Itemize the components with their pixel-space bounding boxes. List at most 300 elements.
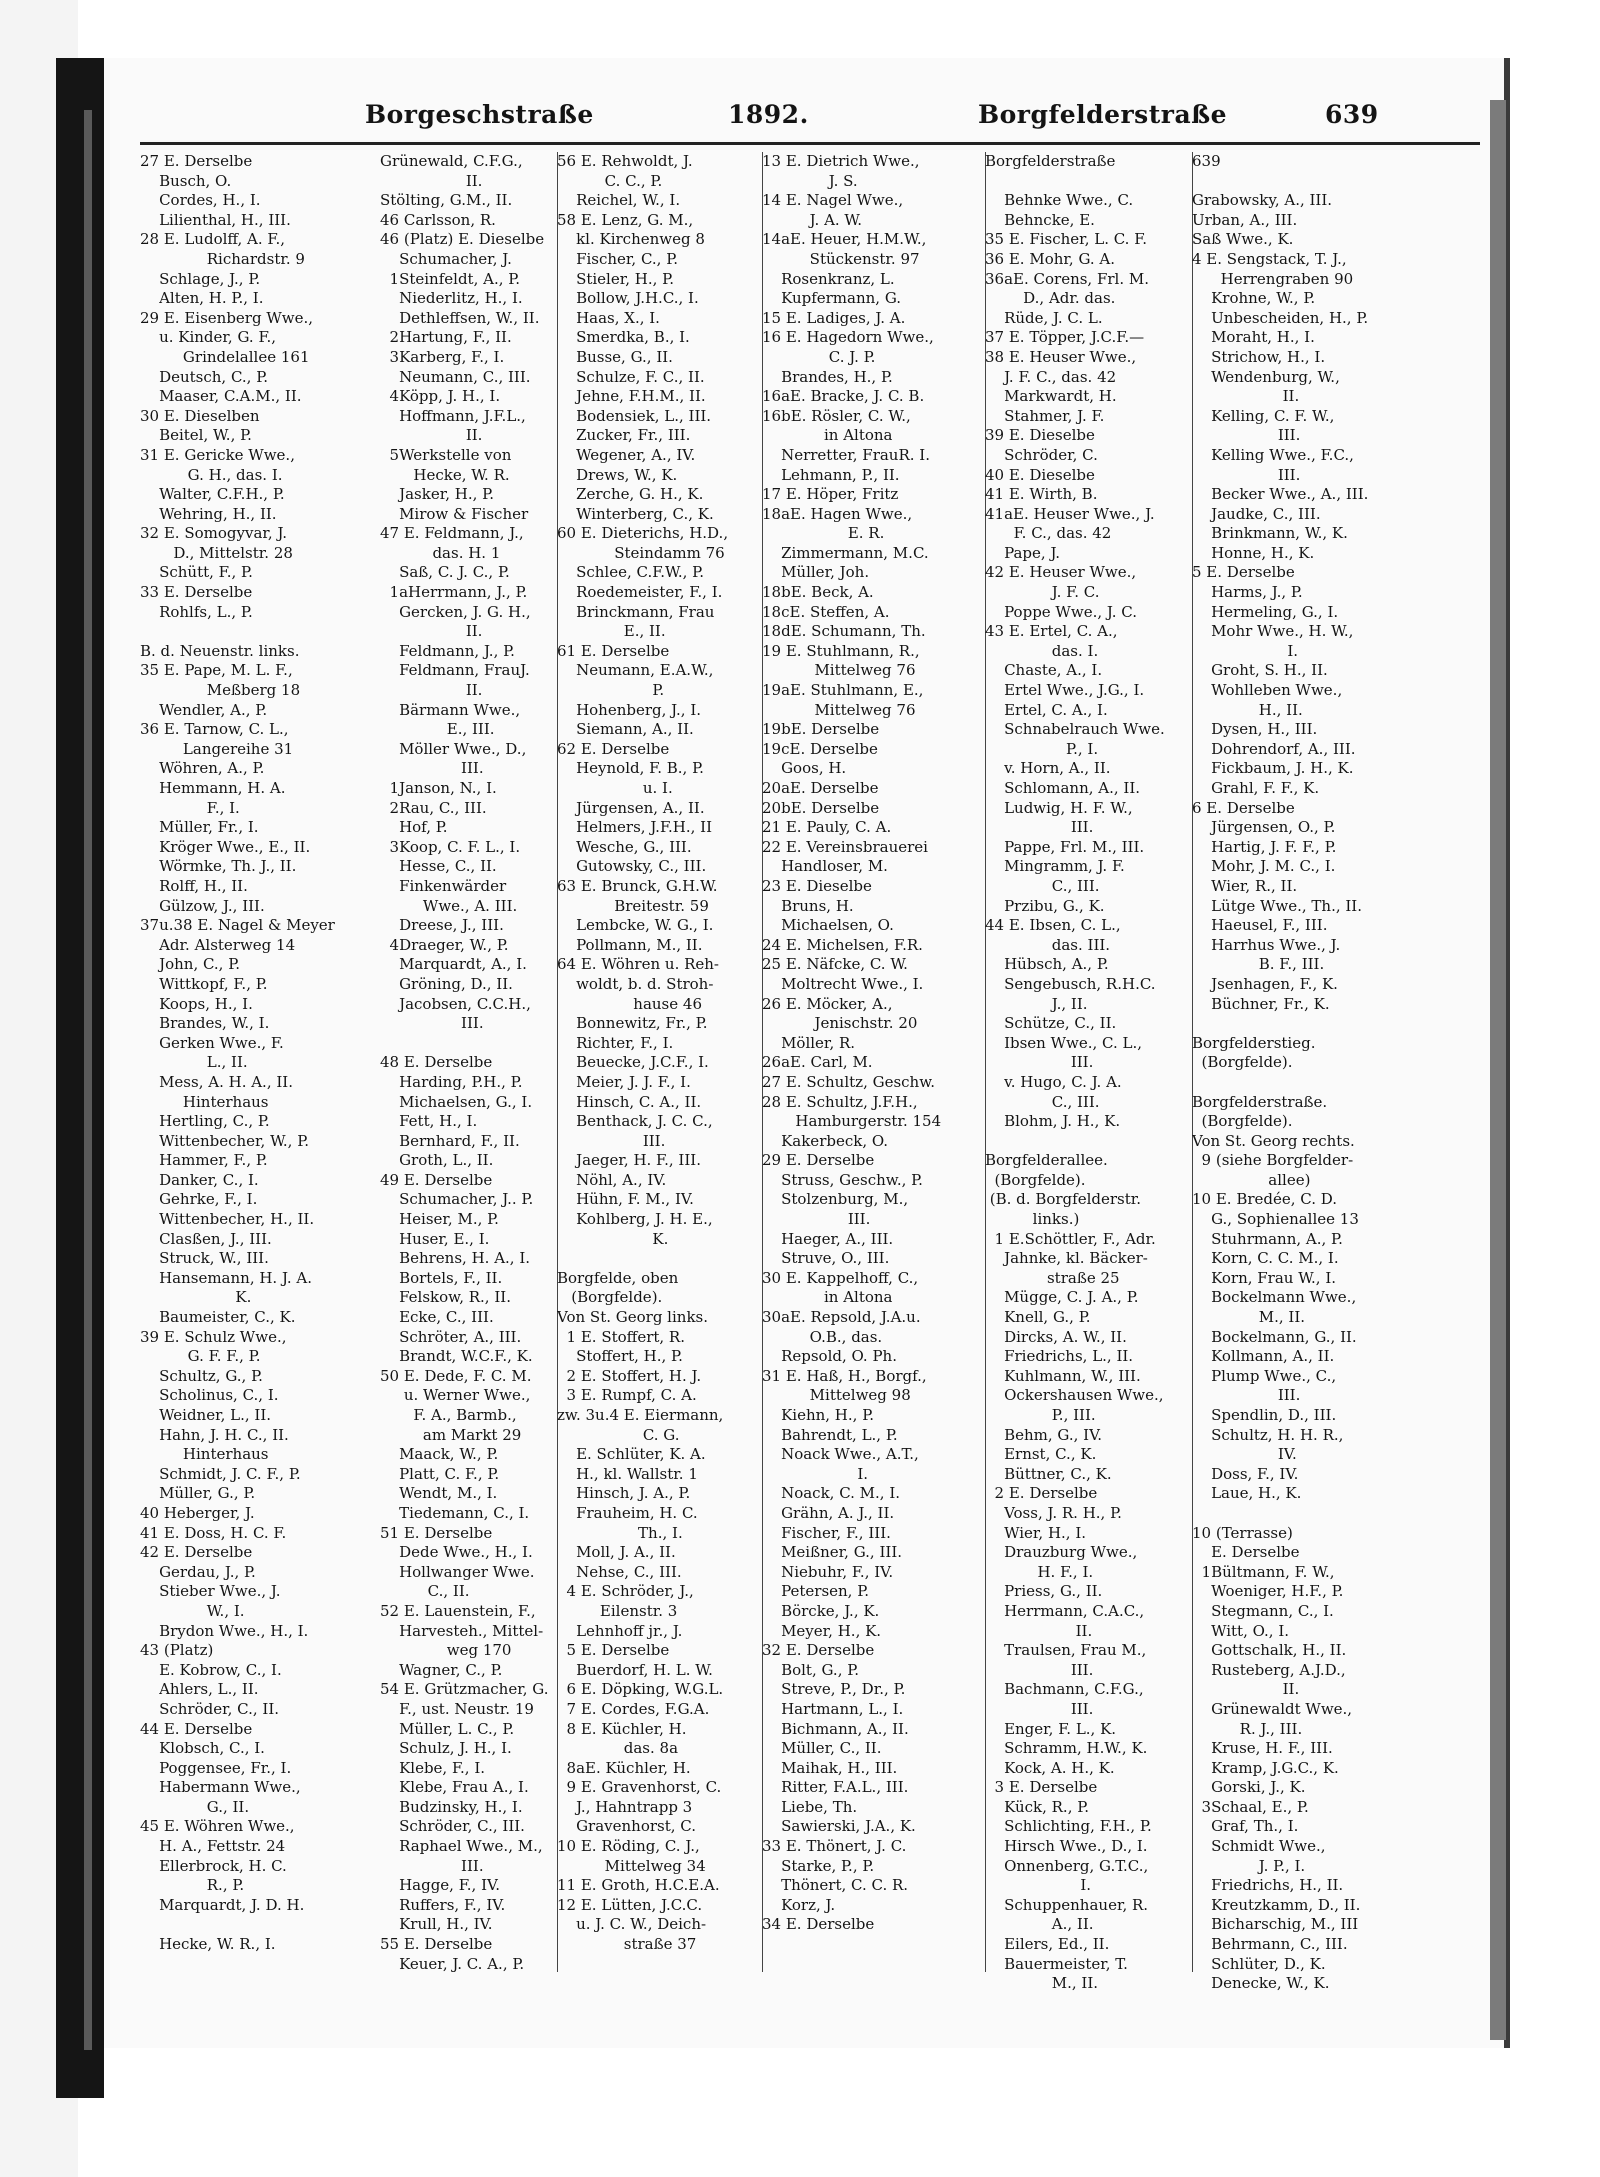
directory-line: Handloser, M.: [762, 857, 888, 876]
directory-line: Stieler, H., P.: [557, 269, 674, 288]
directory-line: Starke, P., P.: [762, 1856, 875, 1875]
directory-line: allee): [1192, 1170, 1311, 1189]
directory-line: Borgfelderstraße.: [1192, 1092, 1328, 1111]
directory-line: Moraht, H., I.: [1192, 328, 1315, 347]
directory-line: III.: [1192, 465, 1301, 484]
directory-line: 1Steinfeldt, A., P.: [380, 269, 521, 288]
directory-line: Mittelweg 34: [557, 1856, 706, 1875]
directory-line: Gehrke, F., I.: [140, 1190, 258, 1209]
directory-line: Eilenstr. 3: [557, 1601, 678, 1620]
directory-line: 62 E. Derselbe: [557, 739, 670, 758]
directory-line: Denecke, W., K.: [1192, 1974, 1330, 1993]
directory-line: Krull, H., IV.: [380, 1915, 493, 1934]
directory-line: das. 8a: [557, 1739, 679, 1758]
directory-line: Winterberg, C., K.: [557, 504, 714, 523]
directory-line: F. C., das. 42: [985, 524, 1112, 543]
directory-line: Dohrendorf, A., III.: [1192, 739, 1356, 758]
directory-line: 39 E. Dieselbe: [985, 426, 1095, 445]
directory-line: Groht, S. H., II.: [1192, 661, 1328, 680]
directory-line: Bicharschig, M., III: [1192, 1915, 1359, 1934]
directory-line: Hühn, F. M., IV.: [557, 1190, 694, 1209]
directory-line: Woeniger, H.F., P.: [1192, 1582, 1344, 1601]
directory-line: Struss, Geschw., P.: [762, 1170, 923, 1189]
directory-line: Wohlleben Wwe.,: [1192, 681, 1343, 700]
directory-line: III.: [1192, 1386, 1301, 1405]
directory-line: 2Hartung, F., II.: [380, 328, 512, 347]
directory-line: Richardstr. 9: [140, 249, 305, 268]
directory-line: 36 E. Tarnow, C. L.,: [140, 720, 289, 739]
directory-line: 58 E. Lenz, G. M.,: [557, 210, 694, 229]
directory-line: 37 E. Töpper, J.C.F.—: [985, 328, 1145, 347]
directory-line: Schultz, G., P.: [140, 1366, 263, 1385]
directory-line: M., II.: [1192, 1308, 1306, 1327]
directory-line: Stuhrmann, A., P.: [1192, 1229, 1343, 1248]
directory-line: Hamburgerstr. 154: [762, 1112, 942, 1131]
directory-line: 33 E. Derselbe: [140, 583, 253, 602]
directory-line: Ruffers, F., IV.: [380, 1895, 506, 1914]
directory-line: IV.: [1192, 1445, 1297, 1464]
directory-line: J. F. C., das. 42: [985, 367, 1117, 386]
directory-line: 50 E. Dede, F. C. M.: [380, 1366, 532, 1385]
directory-line: III.: [762, 1210, 871, 1229]
directory-line: Feldmann, FrauJ.: [380, 661, 530, 680]
directory-line: Schröder, C., II.: [140, 1699, 280, 1718]
directory-line: Beitel, W., P.: [140, 426, 252, 445]
directory-line: Hartig, J. F. F., P.: [1192, 837, 1337, 856]
directory-line: [1192, 1504, 1397, 1524]
directory-line: Ritter, F.A.L., III.: [762, 1778, 909, 1797]
directory-line: Eilers, Ed., II.: [985, 1935, 1110, 1954]
directory-line: Harding, P.H., P.: [380, 1072, 523, 1091]
directory-line: Borgfelderstraße: [985, 152, 1116, 170]
directory-line: 21 E. Pauly, C. A.: [762, 818, 892, 837]
directory-line: Ahlers, L., II.: [140, 1680, 259, 1699]
directory-line: E. R.: [762, 524, 885, 543]
directory-line: 42 E. Derselbe: [140, 1543, 253, 1562]
directory-line: Groth, L., II.: [380, 1151, 494, 1170]
directory-line: 49 E. Derselbe: [380, 1170, 493, 1189]
directory-line: Hecke, W. R., I.: [140, 1935, 276, 1954]
directory-line: Michaelsen, G., I.: [380, 1092, 533, 1111]
directory-line: Dreese, J., III.: [380, 916, 504, 935]
directory-line: Gutowsky, C., III.: [557, 857, 707, 876]
directory-line: W., I.: [140, 1601, 245, 1620]
directory-line: R. J., III.: [1192, 1719, 1303, 1738]
directory-line: Stolzenburg, M.,: [762, 1190, 909, 1209]
directory-line: 1Bültmann, F. W.,: [1192, 1562, 1335, 1581]
directory-line: Noack Wwe., A.T.,: [762, 1445, 919, 1464]
directory-line: Hinterhaus: [140, 1445, 269, 1464]
directory-line: Nehse, C., III.: [557, 1562, 682, 1581]
directory-line: Busch, O.: [140, 171, 232, 190]
directory-line: Traulsen, Frau M.,: [985, 1641, 1147, 1660]
directory-line: Kupfermann, G.: [762, 289, 902, 308]
directory-line: 5 E. Derselbe: [557, 1641, 670, 1660]
directory-line: J. P., I.: [1192, 1856, 1306, 1875]
directory-line: 11 E. Groth, H.C.E.A.: [557, 1876, 720, 1895]
directory-line: hause 46: [557, 994, 702, 1013]
directory-line: Buerdorf, H. L. W.: [557, 1660, 713, 1679]
directory-line: [1192, 172, 1397, 192]
directory-line: Klobsch, C., I.: [140, 1739, 265, 1758]
directory-line: Steindamm 76: [557, 543, 725, 562]
directory-line: Bichmann, A., II.: [762, 1719, 909, 1738]
directory-line: Bachmann, C.F.G.,: [985, 1680, 1144, 1699]
directory-line: Hinsch, C. A., II.: [557, 1092, 702, 1111]
directory-line: J., Hahntrapp 3: [557, 1797, 693, 1816]
directory-line: 14 E. Nagel Wwe.,: [762, 191, 904, 210]
directory-line: woldt, b. d. Stroh-: [557, 974, 714, 993]
directory-line: Rohlfs, L., P.: [140, 602, 253, 621]
directory-line: Koops, H., I.: [140, 994, 253, 1013]
directory-line: K.: [140, 1288, 252, 1307]
directory-line: Haas, X., I.: [557, 308, 660, 327]
directory-line: Stegmann, C., I.: [1192, 1601, 1334, 1620]
directory-line: Frauheim, H. C.: [557, 1503, 698, 1522]
directory-line: Bernhard, F., II.: [380, 1131, 520, 1150]
directory-line: 47 E. Feldmann, J.,: [380, 524, 524, 543]
directory-line: Von St. Georg rechts.: [1192, 1131, 1355, 1150]
directory-line: Borgfelderstieg.: [1192, 1033, 1316, 1052]
directory-line: Klebe, F., I.: [380, 1758, 486, 1777]
directory-line: Goos, H.: [762, 759, 847, 778]
directory-line: 46 Carlsson, R.: [380, 210, 496, 229]
directory-line: Schulz, J. H., I.: [380, 1739, 512, 1758]
directory-line: Brandes, H., P.: [762, 367, 893, 386]
directory-line: das. H. 1: [380, 543, 501, 562]
directory-line: Doss, F., IV.: [1192, 1464, 1299, 1483]
year-heading: 1892.: [728, 100, 809, 129]
directory-line: Kramp, J.G.C., K.: [1192, 1758, 1339, 1777]
directory-line: Wagner, C., P.: [380, 1660, 503, 1679]
directory-line: Klebe, Frau A., I.: [380, 1778, 529, 1797]
directory-line: Meier, J. J. F., I.: [557, 1072, 691, 1091]
directory-line: 40 E. Dieselbe: [985, 465, 1095, 484]
directory-line: 31 E. Gericke Wwe.,: [140, 445, 295, 464]
directory-line: Kollmann, A., II.: [1192, 1347, 1335, 1366]
directory-line: Schütze, C., II.: [985, 1014, 1117, 1033]
directory-line: Helmers, J.F.H., II: [557, 818, 713, 837]
directory-line: Michaelsen, O.: [762, 916, 894, 935]
directory-line: H. A., Fettstr. 24: [140, 1837, 286, 1856]
directory-line: Maaser, C.A.M., II.: [140, 387, 302, 406]
directory-line: Danker, C., I.: [140, 1170, 259, 1189]
directory-line: Jenischstr. 20: [762, 1014, 918, 1033]
directory-line: Hammer, F., P.: [140, 1151, 268, 1170]
directory-line: Mirow & Fischer: [380, 504, 529, 523]
directory-line: Hübsch, A., P.: [985, 955, 1109, 974]
directory-line: 28 E. Ludolff, A. F.,: [140, 230, 286, 249]
directory-line: H., II.: [1192, 700, 1303, 719]
directory-line: 32 E. Somogyvar, J.: [140, 524, 288, 543]
directory-line: 13 E. Dietrich Wwe.,: [762, 152, 920, 170]
directory-line: 16 E. Hagedorn Wwe.,: [762, 328, 934, 347]
directory-line: Grabowsky, A., III.: [1192, 191, 1333, 210]
directory-line: L., II.: [140, 1053, 248, 1072]
directory-line: Müller, Fr., I.: [140, 818, 259, 837]
directory-line: II.: [380, 622, 483, 641]
directory-line: P., III.: [985, 1406, 1096, 1424]
directory-line: (Borgfelde).: [557, 1288, 663, 1307]
directory-line: Priess, G., II.: [985, 1582, 1103, 1601]
directory-line: Jürgensen, O., P.: [1192, 818, 1336, 837]
directory-line: Platt, C. F., P.: [380, 1464, 500, 1483]
directory-line: 54 E. Grützmacher, G.: [380, 1680, 549, 1699]
directory-line: Kiehn, H., P.: [762, 1406, 875, 1424]
directory-line: Strichow, H., I.: [1192, 347, 1326, 366]
directory-line: Adr. Alsterweg 14: [140, 935, 296, 954]
directory-line: Richter, F., I.: [557, 1033, 674, 1052]
directory-line: Hecke, W. R.: [380, 465, 510, 484]
directory-line: Rolff, H., II.: [140, 876, 248, 895]
directory-line: Lilienthal, H., III.: [140, 210, 291, 229]
directory-line: Voss, J. R. H., P.: [985, 1503, 1122, 1522]
directory-line: E., II.: [557, 622, 666, 641]
directory-line: Wittenbecher, W., P.: [140, 1131, 310, 1150]
directory-line: Moltrecht Wwe., I.: [762, 974, 924, 993]
directory-line: Budzinsky, H., I.: [380, 1797, 523, 1816]
directory-line: 8 E. Küchler, H.: [557, 1719, 687, 1738]
directory-line: III.: [985, 1660, 1094, 1679]
directory-line: C. C., P.: [557, 171, 663, 190]
directory-line: Möller, R.: [762, 1033, 856, 1052]
directory-line: Hemmann, H. A.: [140, 779, 286, 797]
directory-line: Brandt, W.C.F., K.: [380, 1347, 533, 1366]
directory-line: Meißner, G., III.: [762, 1543, 903, 1562]
directory-line: 60 E. Dieterichs, H.D.,: [557, 524, 729, 543]
directory-line: Hermeling, G., I.: [1192, 602, 1339, 621]
directory-line: Mess, A. H. A., II.: [140, 1072, 293, 1091]
directory-line: A., II.: [985, 1915, 1094, 1934]
directory-line: 32 E. Derselbe: [762, 1641, 875, 1660]
directory-line: Bahrendt, L., P.: [762, 1425, 898, 1444]
directory-line: 44 E. Derselbe: [140, 1719, 253, 1738]
spine-gutter: [84, 110, 92, 2050]
directory-line: Hansemann, H. J. A.: [140, 1268, 312, 1287]
directory-line: 35 E. Pape, M. L. F.,: [140, 661, 293, 680]
directory-line: Dysen, H., III.: [1192, 720, 1318, 739]
directory-line: III.: [380, 759, 484, 778]
directory-line: 3 E. Rumpf, C. A.: [557, 1386, 697, 1405]
directory-line: II.: [985, 1621, 1093, 1640]
directory-line: III.: [380, 1856, 484, 1875]
directory-line: Ellerbrock, H. C.: [140, 1856, 287, 1875]
directory-line: Liebe, Th.: [762, 1797, 858, 1816]
directory-line: Raphael Wwe., M.,: [380, 1837, 543, 1856]
directory-line: Hahn, J. H. C., II.: [140, 1425, 289, 1444]
directory-line: Hohenberg, J., I.: [557, 700, 702, 719]
directory-line: Spendlin, D., III.: [1192, 1406, 1337, 1424]
directory-line: B. d. Neuenstr. links.: [140, 641, 300, 660]
directory-line: am Markt 29: [380, 1425, 522, 1444]
directory-line: P.: [557, 681, 665, 700]
directory-line: Hinterhaus: [140, 1092, 269, 1111]
directory-line: Brandes, W., I.: [140, 1014, 270, 1033]
directory-line: 5Werkstelle von: [380, 445, 512, 464]
directory-line: H. F., I.: [985, 1562, 1094, 1581]
directory-line: Behncke, E.: [985, 210, 1095, 229]
directory-line: 31 E. Haß, H., Borgf.,: [762, 1366, 927, 1385]
directory-column-5: [985, 152, 1190, 2022]
directory-line: Fickbaum, J. H., K.: [1192, 759, 1354, 778]
directory-line: Ibsen Wwe., C. L.,: [985, 1033, 1143, 1052]
directory-line: straße 37: [557, 1935, 697, 1954]
directory-line: u. Werner Wwe.,: [380, 1386, 531, 1405]
directory-line: Bodensiek, L., III.: [557, 406, 712, 425]
directory-line: (Borgfelde).: [1192, 1112, 1293, 1131]
directory-line: Moll, J. A., II.: [557, 1543, 676, 1562]
directory-line: 26 E. Möcker, A.,: [762, 994, 893, 1013]
directory-line: Dede Wwe., H., I.: [380, 1543, 533, 1562]
directory-line: Jaudke, C., III.: [1192, 504, 1321, 523]
directory-line: Schlüter, D., K.: [1192, 1954, 1326, 1973]
directory-line: Urban, A., III.: [1192, 210, 1298, 229]
directory-line: Börcke, J., K.: [762, 1601, 880, 1620]
directory-line: Schnabelrauch Wwe.: [985, 720, 1165, 739]
directory-line: Dircks, A. W., II.: [985, 1327, 1127, 1346]
directory-line: Wöhren, A., P.: [140, 759, 265, 778]
page-header: [140, 100, 1480, 148]
directory-line: Bruns, H.: [762, 896, 854, 915]
directory-line: Fischer, F., III.: [762, 1523, 891, 1542]
directory-line: Mügge, C. J. A., P.: [985, 1288, 1139, 1307]
directory-line: Bolt, G., P.: [762, 1660, 860, 1679]
directory-line: C. J. P.: [762, 347, 876, 366]
directory-line: Kock, A. H., K.: [985, 1758, 1115, 1777]
directory-line: 48 E. Derselbe: [380, 1053, 493, 1072]
directory-line: 20aE. Derselbe: [762, 779, 879, 797]
directory-line: Honne, H., K.: [1192, 543, 1315, 562]
directory-line: E. Derselbe: [1192, 1543, 1300, 1562]
directory-line: 12 E. Lütten, J.C.C.: [557, 1895, 703, 1914]
directory-line: Saß Wwe., K.: [1192, 230, 1294, 249]
directory-line: Walter, C.F.H., P.: [140, 485, 285, 504]
directory-line: Witt, O., I.: [1192, 1621, 1290, 1640]
directory-line: E. Kobrow, C., I.: [140, 1660, 282, 1679]
directory-line: Breitestr. 59: [557, 896, 709, 915]
directory-line: Gercken, J. G. H.,: [380, 602, 531, 621]
directory-line: Schmidt, J. C. F., P.: [140, 1464, 301, 1483]
directory-line: Harvesteh., Mittel-: [380, 1621, 544, 1640]
directory-line: Bollow, J.H.C., I.: [557, 289, 699, 308]
directory-line: Jehne, F.H.M., II.: [557, 387, 706, 406]
directory-line: J., II.: [985, 994, 1088, 1013]
directory-line: Kruse, H. F., III.: [1192, 1739, 1333, 1758]
directory-line: Siemann, A., II.: [557, 720, 694, 739]
directory-line: R., P.: [140, 1876, 245, 1895]
directory-line: Ockershausen Wwe.,: [985, 1386, 1164, 1405]
directory-line: P., I.: [985, 739, 1099, 758]
directory-line: 33 E. Thönert, J. C.: [762, 1837, 907, 1856]
page-edge-shadow: [1490, 100, 1506, 2040]
directory-line: 41aE. Heuser Wwe., J.: [985, 504, 1155, 523]
directory-line: Haeger, A., III.: [762, 1229, 894, 1248]
directory-line: Nöhl, A., IV.: [557, 1170, 667, 1189]
directory-line: 10 (Terrasse): [1192, 1523, 1293, 1542]
directory-line: 45 E. Wöhren Wwe.,: [140, 1817, 295, 1836]
directory-line: Stückenstr. 97: [762, 249, 920, 268]
directory-line: Hollwanger Wwe.: [380, 1562, 535, 1581]
directory-line: J. S.: [762, 171, 858, 190]
directory-line: C., III.: [985, 1092, 1100, 1111]
directory-line: Keuer, J. C. A., P.: [380, 1954, 525, 1973]
directory-column-6: [1192, 152, 1397, 2022]
directory-line: 36 E. Mohr, G. A.: [985, 249, 1116, 268]
directory-line: Saß, C. J. C., P.: [380, 563, 510, 582]
directory-line: 19bE. Derselbe: [762, 720, 880, 739]
directory-line: Bauermeister, T.: [985, 1954, 1128, 1973]
directory-line: C. G.: [557, 1425, 680, 1444]
directory-line: 35 E. Fischer, L. C. F.: [985, 230, 1148, 249]
directory-line: Ertel Wwe., J.G., I.: [985, 681, 1145, 700]
directory-line: Struve, O., III.: [762, 1249, 890, 1268]
directory-line: Korz, J.: [762, 1895, 836, 1914]
directory-line: Lehnhoff jr., J.: [557, 1621, 683, 1640]
directory-line: Thönert, C. C. R.: [762, 1876, 909, 1895]
directory-line: F., ust. Neustr. 19: [380, 1699, 534, 1718]
directory-line: das. III.: [985, 935, 1111, 954]
directory-line: Kakerbeck, O.: [762, 1131, 889, 1150]
directory-line: J. A. W.: [762, 210, 862, 229]
directory-line: Stölting, G.M., II.: [380, 191, 513, 210]
directory-line: Wehring, H., II.: [140, 504, 277, 523]
directory-line: D., Adr. das.: [985, 289, 1116, 308]
directory-line: Benthack, J. C. C.,: [557, 1112, 713, 1131]
directory-line: Schlomann, A., II.: [985, 779, 1141, 797]
directory-line: 1 E. Stoffert, R.: [557, 1327, 685, 1346]
directory-line: Grahl, F. F., K.: [1192, 779, 1320, 797]
directory-line: Meßberg 18: [140, 681, 301, 700]
directory-line: 6 E. Derselbe: [1192, 798, 1295, 817]
directory-line: Harrhus Wwe., J.: [1192, 935, 1341, 954]
directory-line: Smerdka, B., I.: [557, 328, 690, 347]
directory-line: Habermann Wwe.,: [140, 1778, 301, 1797]
directory-line: [985, 172, 1190, 192]
directory-line: Schumacher, J.: [380, 249, 512, 268]
directory-line: Bockelmann Wwe.,: [1192, 1288, 1357, 1307]
directory-line: Weidner, L., II.: [140, 1406, 272, 1424]
directory-line: u. J. C. W., Deich-: [557, 1915, 707, 1934]
directory-line: u. I.: [557, 779, 673, 797]
directory-line: 3Koop, C. F. L., I.: [380, 837, 521, 856]
directory-line: 18aE. Hagen Wwe.,: [762, 504, 913, 523]
directory-line: II.: [1192, 387, 1300, 406]
directory-line: 30 E. Kappelhoff, C.,: [762, 1268, 919, 1287]
directory-line: Heynold, F. B., P.: [557, 759, 704, 778]
directory-line: Rüde, J. C. L.: [985, 308, 1103, 327]
directory-line: Mohr, J. M. C., I.: [1192, 857, 1336, 876]
directory-line: Müller, G., P.: [140, 1484, 256, 1503]
directory-line: Markwardt, H.: [985, 387, 1117, 406]
directory-line: B. F., III.: [1192, 955, 1325, 974]
directory-line: Zimmermann, M.C.: [762, 543, 929, 562]
directory-line: Schultz, H. H. R.,: [1192, 1425, 1344, 1444]
directory-line: 28 E. Schultz, J.F.H.,: [762, 1092, 918, 1111]
directory-line: Hesse, C., II.: [380, 857, 497, 876]
directory-line: 19 E. Stuhlmann, R.,: [762, 641, 920, 660]
directory-line: 17 E. Höper, Fritz: [762, 485, 899, 504]
directory-column-2: [380, 152, 555, 2022]
directory-line: [140, 622, 380, 642]
directory-line: Hagge, F., IV.: [380, 1876, 500, 1895]
directory-line: Von St. Georg links.: [557, 1308, 708, 1327]
directory-line: Schlee, C.F.W., P.: [557, 563, 704, 582]
directory-line: Korn, C. C. M., I.: [1192, 1249, 1339, 1268]
directory-line: Gerdau, J., P.: [140, 1562, 256, 1581]
directory-line: 7 E. Cordes, F.G.A.: [557, 1699, 710, 1718]
directory-line: 9 E. Gravenhorst, C.: [557, 1778, 722, 1797]
directory-line: Wier, R., II.: [1192, 876, 1298, 895]
